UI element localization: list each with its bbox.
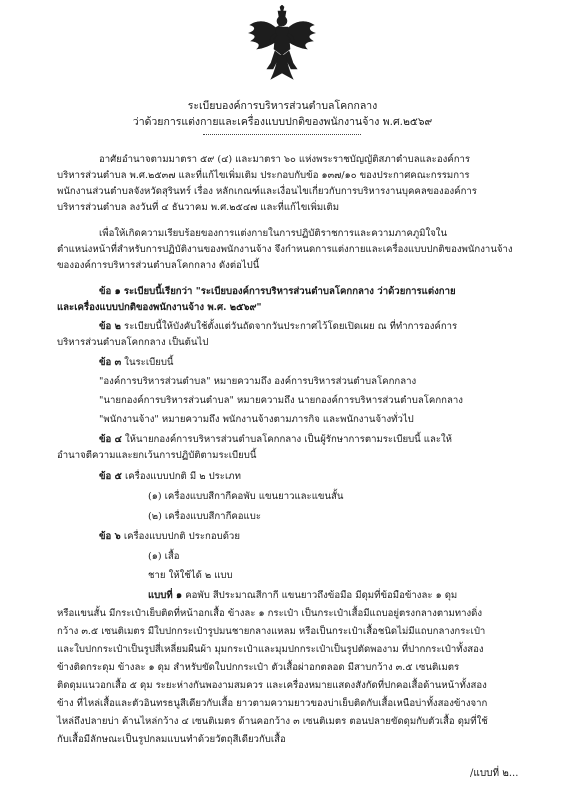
preamble-line: อาศัยอำนาจตามมาตรา ๕๙ (๔) และมาตรา ๖๐ แห่งพระราชบัญญัติสภาตำบลและองค์การ bbox=[99, 154, 471, 165]
clause-label: ข้อ ๕ bbox=[99, 471, 122, 482]
style-1-line: หรือแขนสั้น มีกระเป๋าเย็บติดที่หน้าอกเสื้อ ข้างละ ๑ กระเป๋า เป็นกระเป๋าเสื้อมีแถบอยู่ตรงกลางตามทางดิ่ง bbox=[57, 608, 483, 619]
style-1-line: ไหล่ถึงปลายบ่า ด้านไหล่กว้าง ๔ เซนติเมตร ด้านคอกว้าง ๓ เซนติเมตร ตอนปลายขัดดุมกับตัวเสื้อ ดุมที่ใช้ bbox=[57, 716, 488, 727]
clause-text: ระเบียบนี้เรียกว่า "ระเบียบองค์การบริหารส่วนตำบลโคกกลาง ว่าด้วยการแต่งกาย bbox=[123, 286, 456, 297]
clause-text: เครื่องแบบปกติ ประกอบด้วย bbox=[123, 531, 240, 542]
clause-text: ระเบียบนี้ให้บังคับใช้ตั้งแต่วันถัดจากวันประกาศไว้โดยเปิดเผย ณ ที่ทำการองค์การ bbox=[124, 321, 458, 332]
clause-3 bbox=[99, 356, 173, 370]
style-1-line: ข้าง ที่ไหล่เสื้อและตัวอินทรธนูสีเดียวกับเสื้อ ยาวตามความยาวของบ่าเย็บติดกับเสื้อเหนือบ่าทั้งสองข้างจาก bbox=[57, 698, 488, 709]
preamble-line: บริหารส่วนตำบล ลงวันที่ ๔ ธันวาคม พ.ศ.๒๕๔๗ และที่แก้ไขเพิ่มเติม bbox=[57, 202, 340, 213]
clause-1-continued: และเครื่องแบบปกติของพนักงานจ้าง พ.ศ. ๒๕๖๙" bbox=[57, 302, 262, 313]
style-text: คอพับ สีประมาณสีกากี แขนยาวถึงข้อมือ มีดุมที่ข้อมือข้างละ ๑ ดุม bbox=[185, 590, 458, 601]
clause-4 bbox=[99, 433, 452, 447]
list-item: (๑) เสื้อ bbox=[148, 551, 180, 562]
intro-line: เพื่อให้เกิดความเรียบร้อยของการแต่งกายในการปฏิบัติราชการและความภาคภูมิใจใน bbox=[99, 228, 448, 239]
clause-text: เครื่องแบบปกติ มี ๒ ประเภท bbox=[124, 471, 241, 482]
intro-line: ตำแหน่งหน้าที่สำหรับการปฏิบัติงานของพนักงานจ้าง จึงกำหนดการแต่งกายและเครื่องแบบปกติของพนักงานจ้าง bbox=[57, 244, 513, 255]
clause-2 bbox=[99, 320, 457, 334]
style-1-line: ข้างติดกระดุม ข้างละ ๑ ดุม สำหรับขัดใบปกกระเป๋า ตัวเสื้อผ่าอกตลอด มีสาบกว้าง ๓.๕ เซนติเมตร bbox=[57, 662, 460, 673]
list-item: (๒) เครื่องแบบสีกากีคอแบะ bbox=[148, 511, 261, 522]
clause-label: ข้อ ๑ bbox=[99, 286, 121, 297]
regulation-title: ระเบียบองค์การบริหารส่วนตำบลโคกกลาง bbox=[187, 100, 378, 112]
clause-6 bbox=[99, 530, 240, 544]
intro-line: ขององค์การบริหารส่วนตำบลโคกกลาง ดังต่อไปนี้ bbox=[57, 260, 260, 271]
clause-text: ในระเบียบนี้ bbox=[124, 357, 174, 368]
clause-2-continued: บริหารส่วนตำบลโคกกลาง เป็นต้นไป bbox=[57, 337, 209, 348]
style-1-line: กับเสื้อมีลักษณะเป็นรูปกลมแบนทำด้วยวัตถุสีเดียวกับเสื้อ bbox=[57, 734, 286, 745]
definition-line: "องค์การบริหารส่วนตำบล" หมายความถึง องค์การบริหารส่วนตำบลโคกกลาง bbox=[99, 376, 417, 387]
definition-line: "พนักงานจ้าง" หมายความถึง พนักงานจ้างตามภารกิจ และพนักงานจ้างทั่วไป bbox=[99, 414, 414, 425]
list-item: (๑) เครื่องแบบสีกากีคอพับ แขนยาวและแขนสั้น bbox=[148, 491, 344, 502]
style-1-line: กว้าง ๓.๕ เซนติเมตร มีใบปกกระเป๋ารูปมนชายกลางแหลม หรือเป็นกระเป๋าเสื้อชนิดไม่มีแถบกลางกระเป๋า bbox=[57, 626, 486, 637]
definition-line: "นายกองค์การบริหารส่วนตำบล" หมายความถึง นายกองค์การบริหารส่วนตำบลโคกกลาง bbox=[99, 395, 463, 406]
preamble-line: พนักงานส่วนตำบลจังหวัดสุรินทร์ เรื่อง หลักเกณฑ์และเงื่อนไขเกี่ยวกับการบริหารงานบุคคลขององค์การ bbox=[57, 186, 477, 197]
clause-label: ข้อ ๔ bbox=[99, 434, 122, 445]
regulation-subtitle: ว่าด้วยการแต่งกายและเครื่องแบบปกติของพนักงานจ้าง พ.ศ.๒๕๖๙ bbox=[132, 116, 433, 128]
clause-5 bbox=[99, 470, 241, 484]
style-1-line: และใบปกกระเป๋าเป็นรูปสี่เหลี่ยมผืนผ้า มุมกระเป๋าและมุมปกกระเป๋าเป็นรูปตัดพองาม ที่ปากกระเป๋าทั้งสอง bbox=[57, 644, 484, 655]
clause-1 bbox=[99, 285, 456, 299]
style-1-line bbox=[148, 589, 457, 603]
clause-label: ข้อ ๒ bbox=[99, 321, 121, 332]
clause-label: ข้อ ๖ bbox=[99, 531, 121, 542]
clause-text: ให้นายกองค์การบริหารส่วนตำบลโคกกลาง เป็นผู้รักษาการตามระเบียบนี้ และให้ bbox=[124, 434, 452, 445]
garuda-emblem-icon bbox=[247, 5, 317, 81]
title-divider bbox=[203, 134, 361, 135]
style-1-line: ติดดุมแนวอกเสื้อ ๕ ดุม ระยะห่างกันพองามสมควร และเครื่องหมายแสดงสังกัดที่ปกคอเสื้อด้านหน้าทั้งสอง bbox=[57, 680, 487, 691]
clause-4-continued: อำนาจตีความและยกเว้นการปฏิบัติตามระเบียบนี้ bbox=[57, 450, 257, 461]
clause-label: ข้อ ๓ bbox=[99, 357, 122, 368]
preamble-line: บริหารส่วนตำบล พ.ศ.๒๕๓๗ และที่แก้ไขเพิ่มเติม ประกอบกับข้อ ๑๓๗/๑๐ ของประกาศคณะกรรมการ bbox=[57, 170, 470, 181]
male-uniform-heading: ชาย ให้ใช้ได้ ๒ แบบ bbox=[148, 570, 233, 581]
style-label: แบบที่ ๑ bbox=[148, 590, 183, 601]
next-page-marker: /แบบที่ ๒... bbox=[470, 768, 519, 779]
